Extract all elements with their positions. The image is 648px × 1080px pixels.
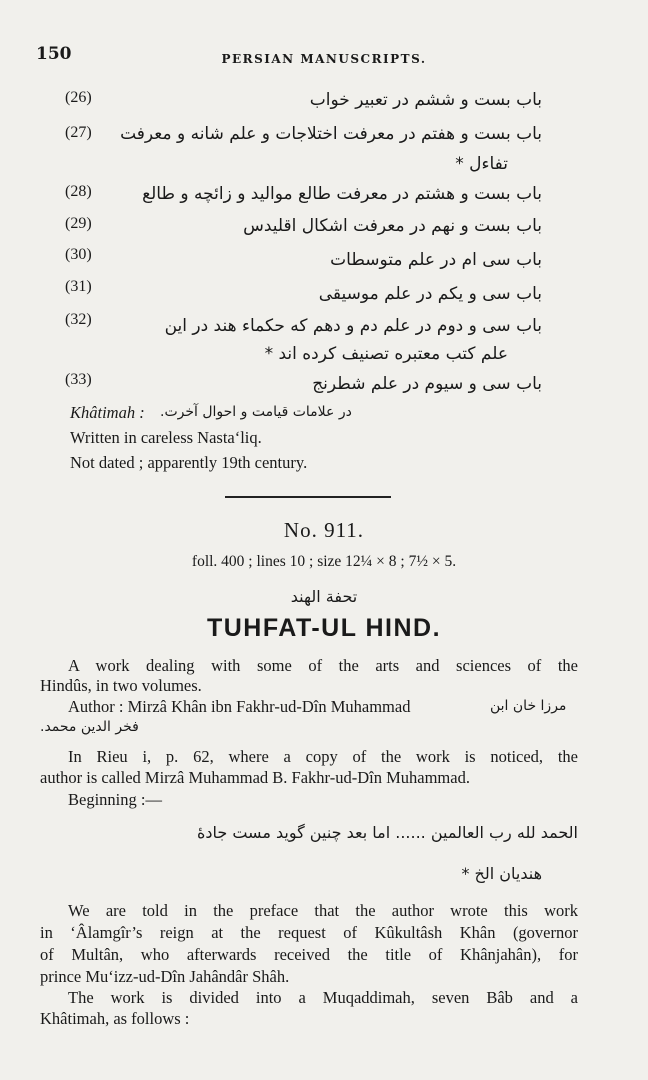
preface-line: We are told in the preface that the author wrote this work	[68, 901, 578, 920]
chapter-text: باب سی و دوم در علم دم و دهم که حکماء هند در اين	[164, 316, 542, 336]
author-persian-continued: فخر الدين محمد.	[40, 719, 139, 735]
beginning-label: Beginning :—	[68, 790, 162, 809]
chapter-text: باب سی و يکم در علم موسيقی	[318, 284, 542, 304]
chapter-text-continued: علم کتب معتبره تصنيف کرده اند *	[264, 344, 508, 364]
preface-line: prince Mu‘izz-ud-Dîn Jahândâr Shâh.	[40, 967, 290, 986]
folio-description: foll. 400 ; lines 10 ; size 12¼ × 8 ; 7½ × 5.	[191, 553, 457, 570]
chapter-number: (31)	[65, 278, 92, 295]
chapter-text: باب سی و سيوم در علم شطرنج	[312, 374, 542, 394]
author-line: Author : Mirzâ Khân ibn Fakhr-ud-Dîn Muhammad	[68, 697, 411, 716]
chapter-number: (30)	[65, 246, 92, 263]
dated-line: Not dated ; apparently 19th century.	[70, 453, 308, 472]
khatimah-text: در علامات قيامت و احوال آخرت.	[160, 404, 352, 420]
running-header: PERSIAN MANUSCRIPTS.	[221, 52, 427, 66]
rieu-line: author is called Mirzâ Muhammad B. Fakhr-ud-Dîn Muhammad.	[40, 768, 470, 787]
entry-number: No. 911.	[283, 518, 365, 542]
chapter-text: باب بست و نهم در معرفت اشکال اقليدس	[243, 216, 542, 236]
chapter-text: باب بست و هفتم در معرفت اختلاجات و علم شانه و معرفت	[120, 124, 542, 144]
chapter-number: (32)	[65, 311, 92, 328]
preface-line: in ‘Âlamgîr’s reign at the request of Kûkultâsh Khân (governor	[40, 923, 578, 942]
persian-title: تحفة الهند	[290, 587, 358, 606]
chapter-text: باب سی ام در علم متوسطات	[330, 250, 542, 270]
page-number: 150	[36, 44, 72, 64]
chapter-text-continued: تفاءل *	[455, 154, 508, 174]
chapter-text: باب بست و ششم در تعبیر خواب	[309, 90, 542, 110]
division-line: The work is divided into a Muqaddimah, seven Bâb and a	[68, 988, 578, 1007]
description-line: A work dealing with some of the arts and sciences of the	[68, 656, 578, 675]
chapter-number: (29)	[65, 215, 92, 232]
beginning-persian: الحمد لله رب العالمين ...... اما بعد چنين گويد مست جادهٔ	[196, 823, 578, 842]
beginning-persian-continued: هنديان الخ *	[461, 864, 542, 883]
chapter-number: (28)	[65, 183, 92, 200]
chapter-number: (33)	[65, 371, 92, 388]
written-line: Written in careless Nasta‘liq.	[70, 428, 262, 447]
author-persian: مرزا خان ابن	[490, 698, 567, 714]
chapter-text: باب بست و هشتم در معرفت طالع مواليد و زائچه و طالع	[142, 184, 542, 204]
section-divider	[225, 496, 391, 498]
preface-line: of Multân, who afterwards received the title of Khânjahân), for	[40, 945, 578, 964]
chapter-number: (27)	[65, 124, 92, 141]
work-title: TUHFAT-UL HIND.	[206, 614, 442, 642]
rieu-line: In Rieu i, p. 62, where a copy of the work is noticed, the	[68, 747, 578, 766]
description-line: Hindûs, in two volumes.	[40, 676, 202, 695]
khatimah-label: Khâtimah :	[70, 403, 145, 422]
chapter-number: (26)	[65, 89, 92, 106]
division-line: Khâtimah, as follows :	[40, 1009, 190, 1028]
